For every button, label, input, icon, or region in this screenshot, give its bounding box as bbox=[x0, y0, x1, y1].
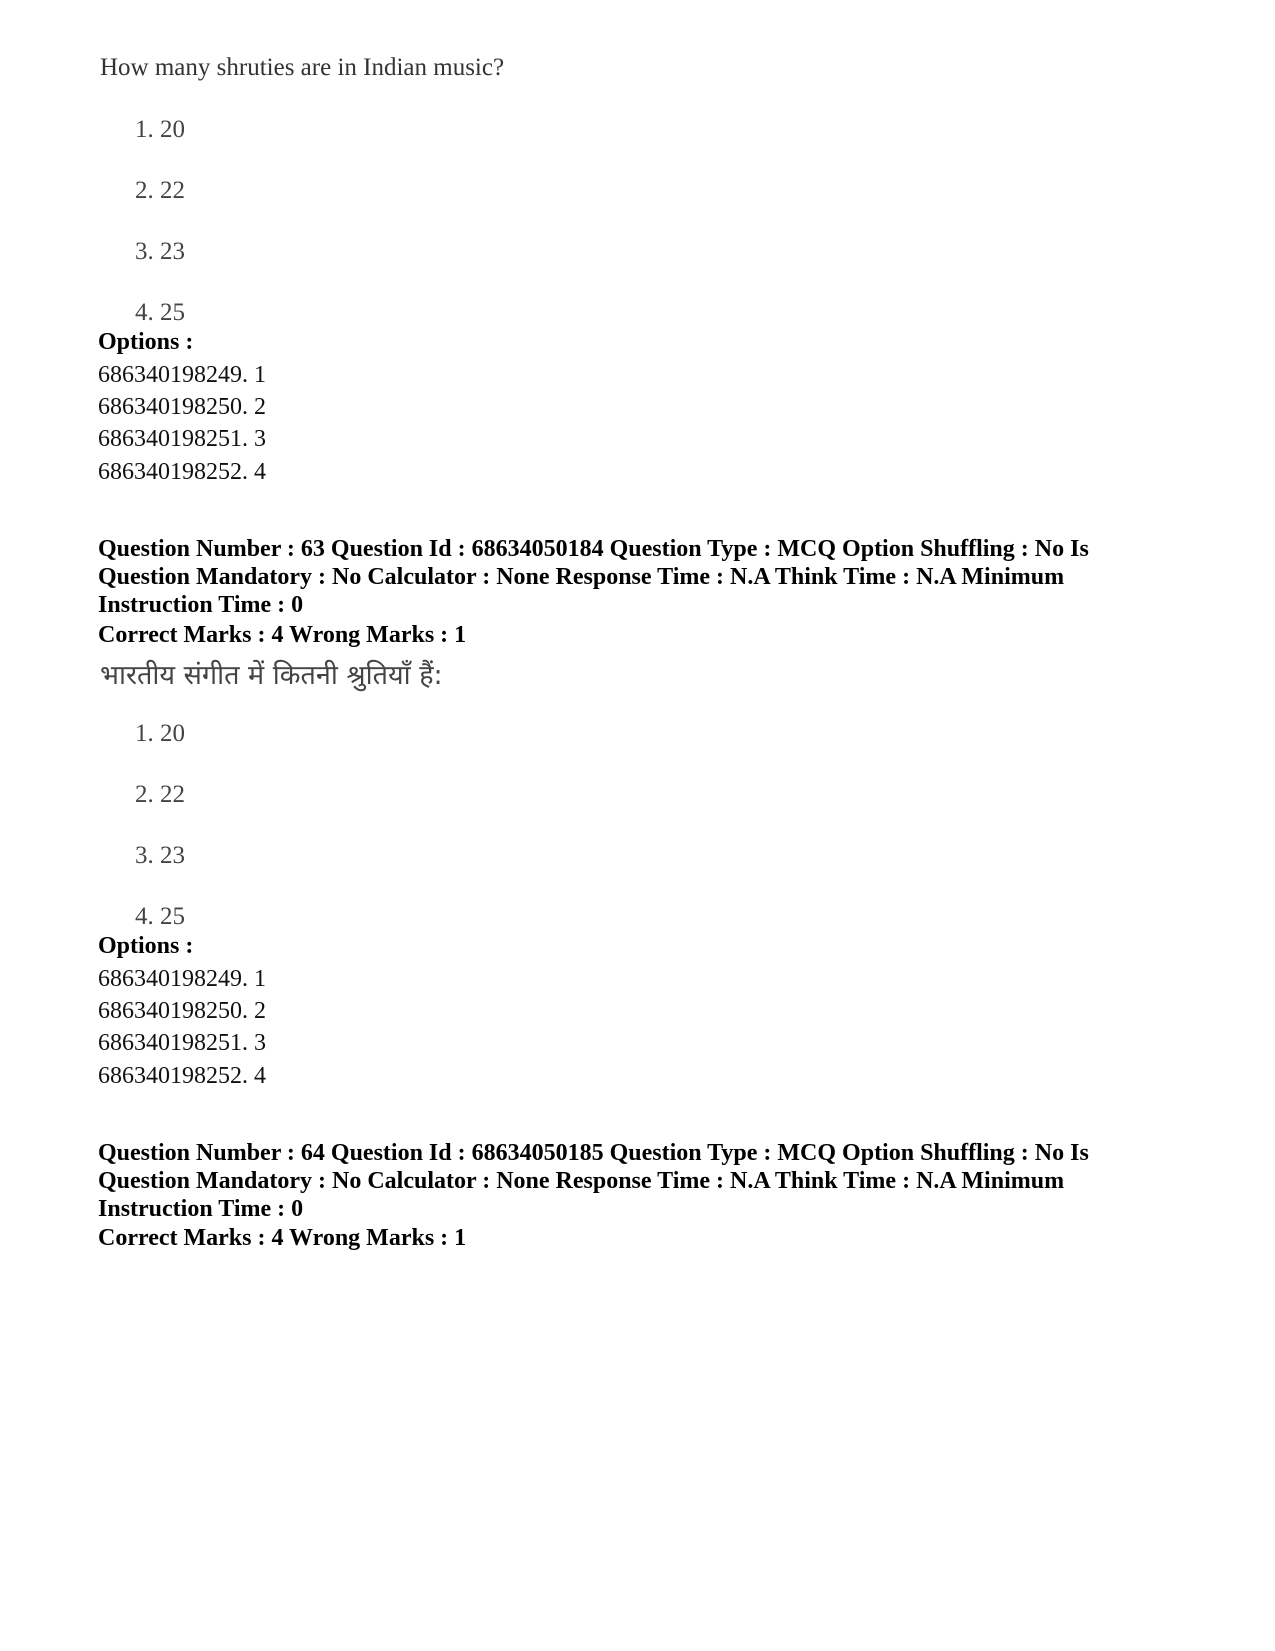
question-meta bbox=[98, 1139, 1188, 1223]
option-item: 686340198252. 4 bbox=[98, 459, 266, 485]
image-choice-3: 3. 23 bbox=[135, 842, 185, 869]
option-item: 686340198250. 2 bbox=[98, 998, 266, 1024]
question-meta-line: Question Number : 64 Question Id : 68634050185 Question Type : MCQ Option Shuffling : No Is bbox=[98, 1140, 1089, 1166]
image-choice-2: 2. 22 bbox=[135, 177, 185, 204]
question-text-english: How many shruties are in Indian music? bbox=[100, 54, 505, 81]
image-choice-1: 1. 20 bbox=[135, 720, 185, 747]
question-meta-line: Instruction Time : 0 bbox=[98, 1196, 304, 1222]
question-marks: Correct Marks : 4 Wrong Marks : 1 bbox=[98, 1225, 467, 1251]
image-choice-2: 2. 22 bbox=[135, 781, 185, 808]
image-choice-4: 4. 25 bbox=[135, 299, 185, 326]
question-meta-line: Question Number : 63 Question Id : 68634050184 Question Type : MCQ Option Shuffling : No Is bbox=[98, 536, 1089, 562]
option-item: 686340198249. 1 bbox=[98, 362, 266, 388]
option-item: 686340198252. 4 bbox=[98, 1063, 266, 1089]
options-label: Options : bbox=[98, 933, 194, 959]
question-marks: Correct Marks : 4 Wrong Marks : 1 bbox=[98, 622, 467, 648]
option-item: 686340198250. 2 bbox=[98, 394, 266, 420]
options-label: Options : bbox=[98, 329, 194, 355]
image-choice-4: 4. 25 bbox=[135, 903, 185, 930]
image-choice-3: 3. 23 bbox=[135, 238, 185, 265]
option-item: 686340198249. 1 bbox=[98, 966, 266, 992]
question-meta-line: Question Mandatory : No Calculator : None Response Time : N.A Think Time : N.A Minimum bbox=[98, 1168, 1065, 1194]
option-item: 686340198251. 3 bbox=[98, 426, 266, 452]
question-meta-line: Question Mandatory : No Calculator : None Response Time : N.A Think Time : N.A Minimum bbox=[98, 564, 1065, 590]
question-text-hindi: भारतीय संगीत में कितनी श्रुतियाँ हैं: bbox=[100, 660, 443, 691]
question-meta-line: Instruction Time : 0 bbox=[98, 592, 304, 618]
option-item: 686340198251. 3 bbox=[98, 1030, 266, 1056]
image-choice-1: 1. 20 bbox=[135, 116, 185, 143]
question-meta bbox=[98, 535, 1188, 619]
